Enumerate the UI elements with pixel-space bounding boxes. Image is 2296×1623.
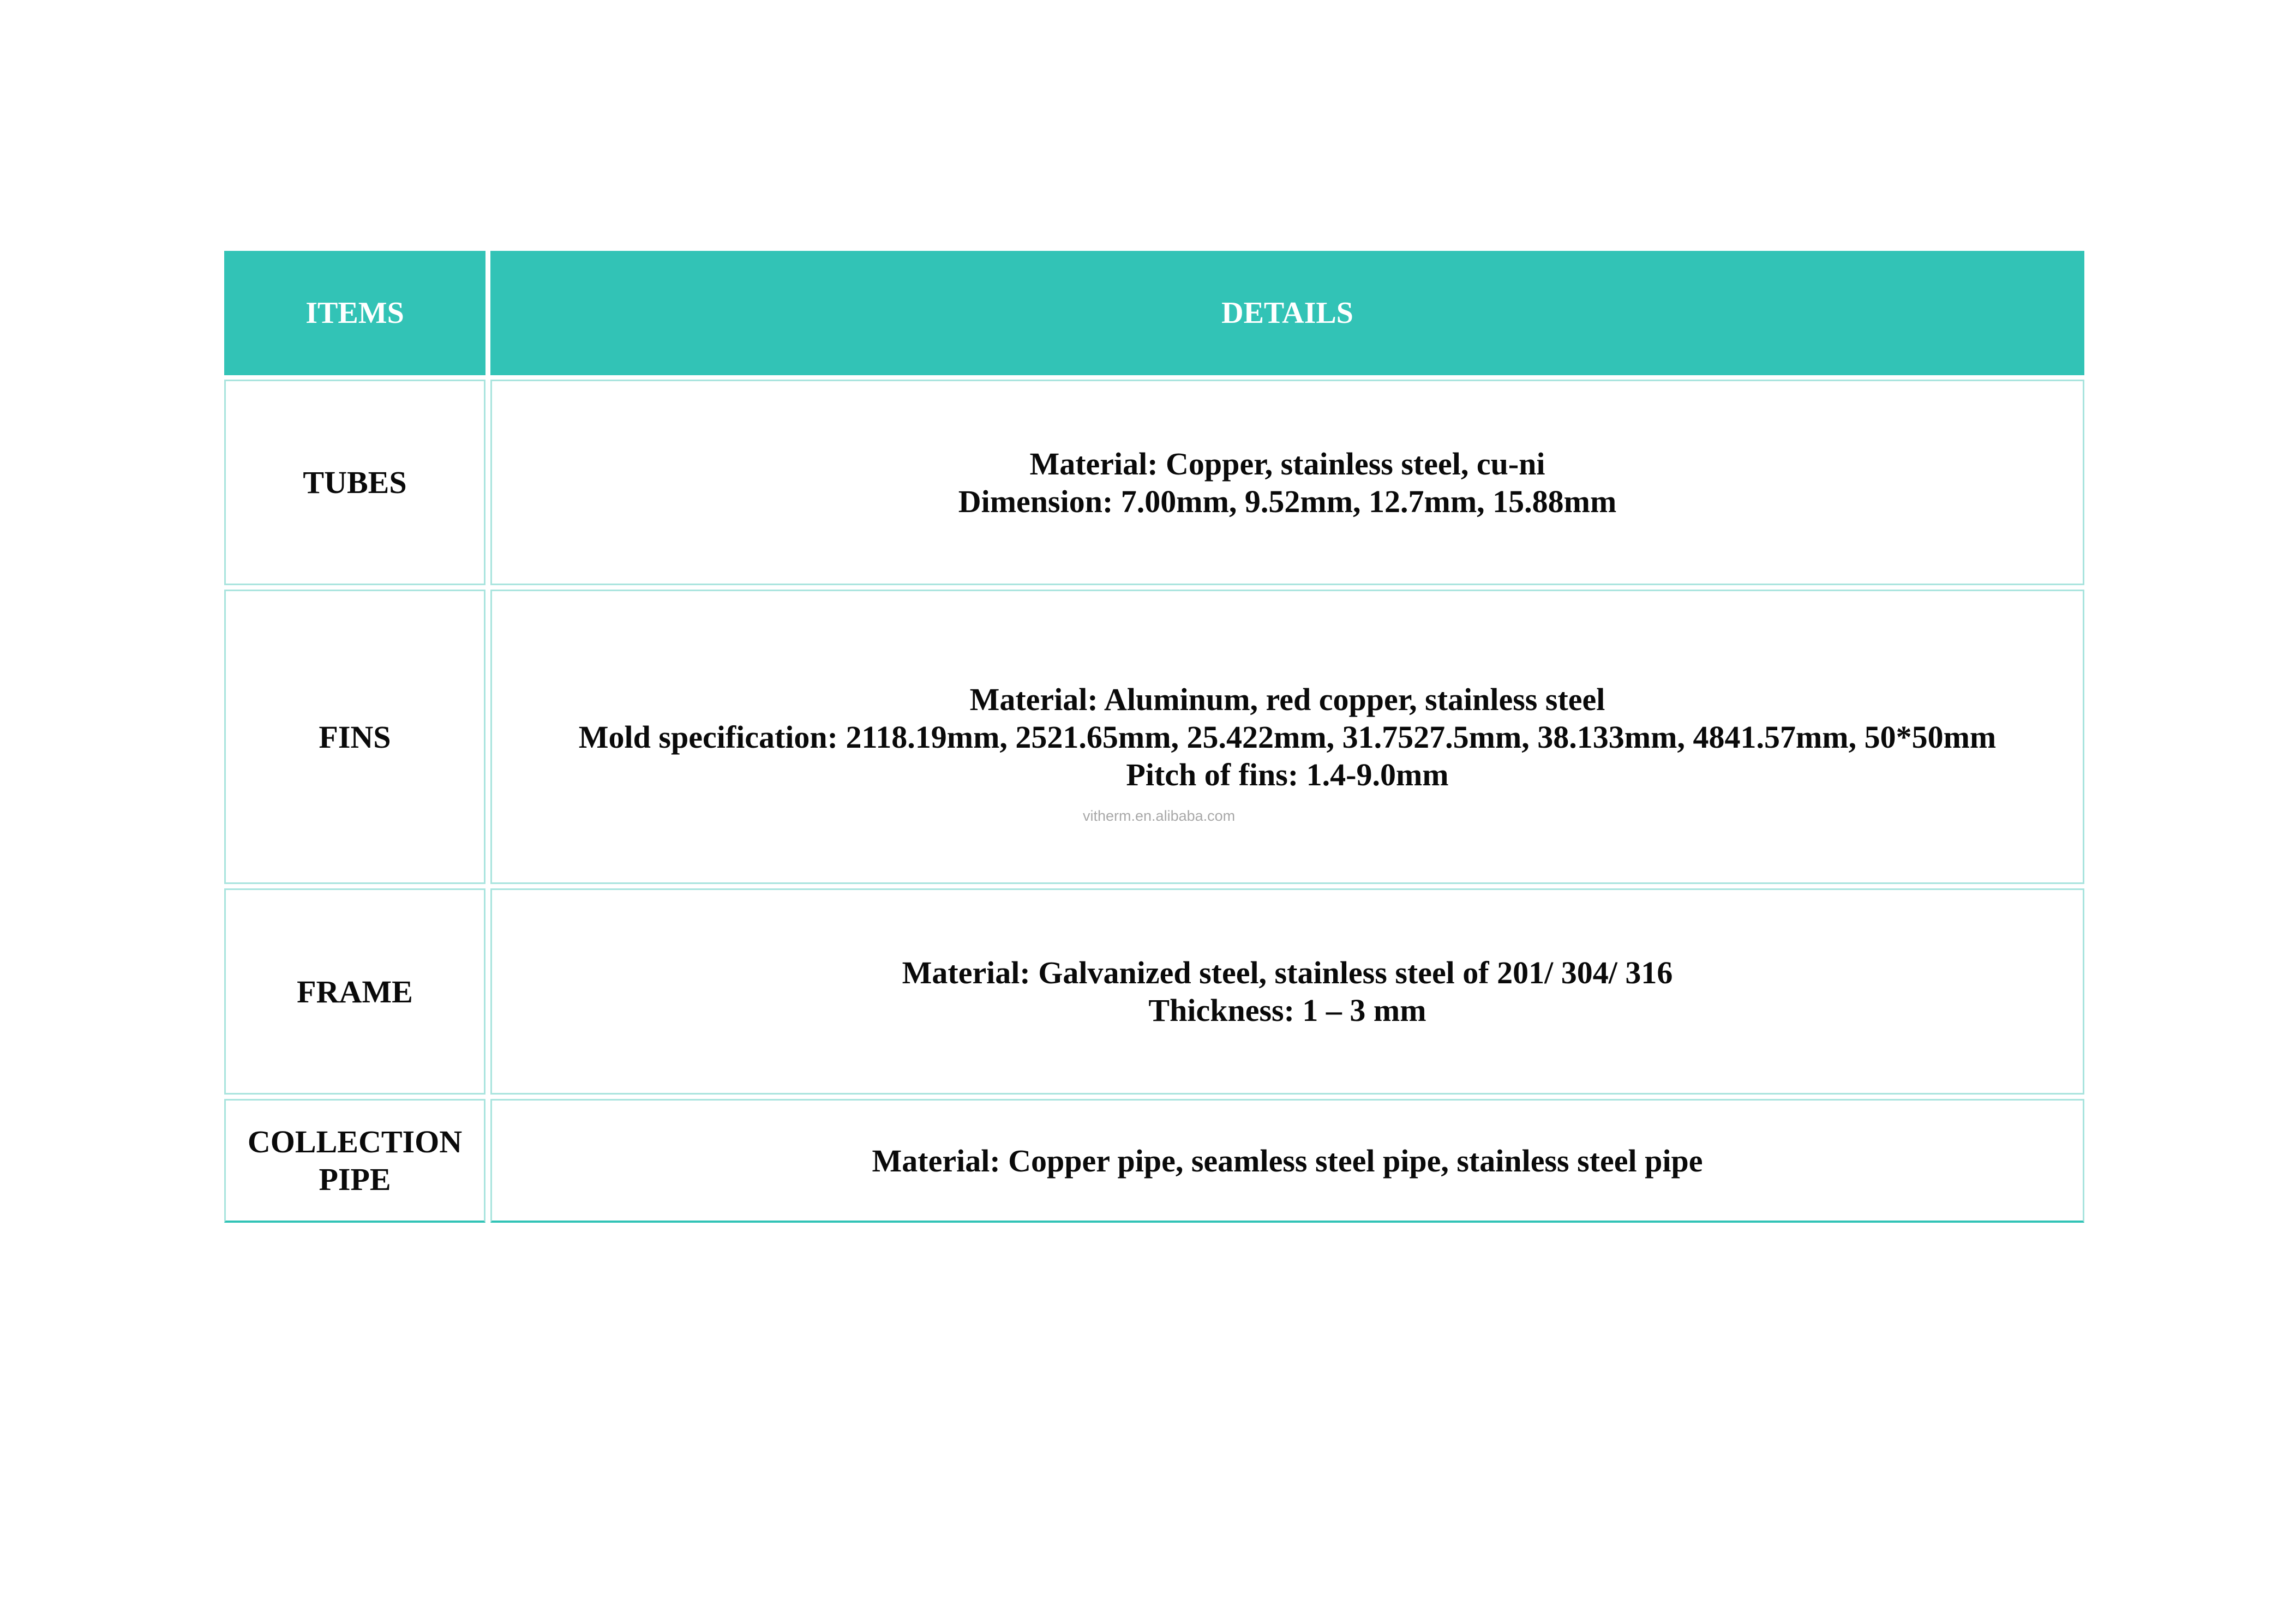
table-row (224, 1099, 2084, 1223)
table-header-row (224, 251, 2084, 375)
detail-line: Dimension: 7.00mm, 9.52mm, 12.7mm, 15.88mm (958, 483, 1617, 519)
details-frame (490, 888, 2084, 1095)
details-fins (490, 590, 2084, 884)
table-row (224, 590, 2084, 884)
item-tubes: TUBES (224, 380, 485, 585)
details-tubes (490, 380, 2084, 585)
watermark: vitherm.en.alibaba.com (1083, 808, 1236, 824)
item-fins: FINS (224, 590, 485, 884)
detail-line: Pitch of fins: 1.4-9.0mm (1126, 756, 1449, 792)
item-label-line: COLLECTION (247, 1124, 463, 1159)
item-label-line: PIPE (319, 1162, 391, 1197)
detail-line: Material: Aluminum, red copper, stainless steel (969, 681, 1605, 717)
item-collection-pipe (224, 1099, 485, 1223)
header-items: ITEMS (224, 251, 485, 375)
detail-line: Material: Copper pipe, seamless steel pipe, stainless steel pipe (872, 1143, 1703, 1179)
detail-line: Mold specification: 2118.19mm, 2521.65mm, 25.422mm, 31.7527.5mm, 38.133mm, 4841.57mm, 50*50mm (578, 719, 1997, 755)
table-row (224, 888, 2084, 1095)
header-details: DETAILS (490, 251, 2084, 375)
details-collection-pipe (490, 1099, 2084, 1223)
detail-line: Material: Galvanized steel, stainless steel of 201/ 304/ 316 (902, 955, 1673, 990)
item-frame: FRAME (224, 888, 485, 1095)
detail-line: Material: Copper, stainless steel, cu-ni (1029, 446, 1545, 482)
table-row (224, 380, 2084, 585)
spec-table (224, 251, 2084, 1227)
detail-line: Thickness: 1 – 3 mm (1148, 993, 1426, 1028)
